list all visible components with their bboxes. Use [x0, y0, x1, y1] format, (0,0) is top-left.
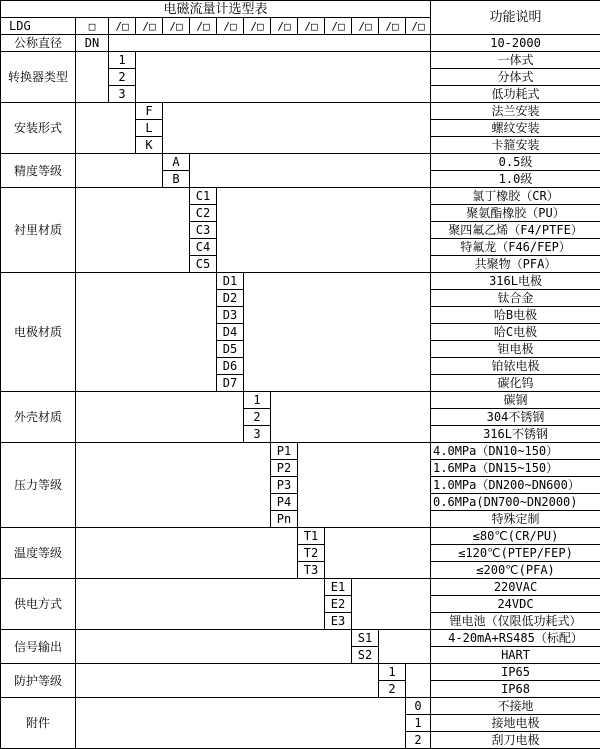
option-desc: IP68	[431, 681, 600, 698]
option-desc: 碳钢	[431, 392, 600, 409]
row-label-6: 压力等级	[1, 443, 76, 528]
option-desc: ≤200℃(PFA)	[431, 562, 600, 579]
section-row	[1, 154, 600, 171]
option-desc: 法兰安装	[431, 103, 600, 120]
row-label-5: 外壳材质	[1, 392, 76, 443]
option-desc: 钽电极	[431, 341, 600, 358]
option-code: 3	[109, 86, 136, 103]
option-code: C1	[190, 188, 217, 205]
option-code: T3	[298, 562, 325, 579]
spacer-cell	[76, 528, 298, 579]
option-code: 0	[406, 698, 431, 715]
title-row	[1, 1, 600, 18]
option-desc: 特氟龙（F46/FEP）	[431, 239, 600, 256]
row-label-10: 防护等级	[1, 664, 76, 698]
section-row	[1, 630, 600, 647]
model-slot-box: /□	[190, 18, 217, 35]
option-desc: 低功耗式	[431, 86, 600, 103]
option-code: 1	[379, 664, 406, 681]
option-desc: ≤120℃(PTEP/FEP)	[431, 545, 600, 562]
spacer-cell	[76, 103, 136, 154]
option-desc: 特殊定制	[431, 511, 600, 528]
section-row	[1, 443, 600, 460]
page-title: 电磁流量计选型表	[1, 1, 431, 18]
model-slot-box: /□	[298, 18, 325, 35]
option-code: Pn	[271, 511, 298, 528]
model-slot-box: /□	[109, 18, 136, 35]
row-label-1: 安装形式	[1, 103, 76, 154]
option-code: 1	[244, 392, 271, 409]
spacer-cell	[109, 35, 431, 52]
row-label-4: 电极材质	[1, 273, 76, 392]
spacer-cell	[76, 392, 244, 443]
option-desc: 304不锈钢	[431, 409, 600, 426]
option-code: P1	[271, 443, 298, 460]
row-label-8: 供电方式	[1, 579, 76, 630]
spacer-cell	[271, 392, 431, 443]
diameter-code: DN	[76, 35, 109, 52]
model-slot-box: /□	[325, 18, 352, 35]
model-slot-box: /□	[163, 18, 190, 35]
option-code: C4	[190, 239, 217, 256]
option-code: S1	[352, 630, 379, 647]
option-code: 1	[406, 715, 431, 732]
option-code: C2	[190, 205, 217, 222]
model-slot-box: /□	[352, 18, 379, 35]
option-desc: 接地电极	[431, 715, 600, 732]
option-desc: ≤80℃(CR/PU)	[431, 528, 600, 545]
option-code: 3	[244, 426, 271, 443]
model-slot-box: /□	[379, 18, 406, 35]
option-desc: 铂铱电极	[431, 358, 600, 375]
section-row	[1, 392, 600, 409]
row-label-diameter: 公称直径	[1, 35, 76, 52]
option-code: D3	[217, 307, 244, 324]
option-desc: 一体式	[431, 52, 600, 69]
row-label-9: 信号输出	[1, 630, 76, 664]
option-desc: 刮刀电极	[431, 732, 600, 749]
option-code: E1	[325, 579, 352, 596]
option-code: P4	[271, 494, 298, 511]
option-code: F	[136, 103, 163, 120]
option-desc: 24VDC	[431, 596, 600, 613]
spacer-cell	[379, 630, 431, 664]
option-code: D4	[217, 324, 244, 341]
model-slot-box: /□	[244, 18, 271, 35]
option-code: K	[136, 137, 163, 154]
model-slot-box: /□	[217, 18, 244, 35]
option-code: A	[163, 154, 190, 171]
option-desc: 聚氨酯橡胶（PU）	[431, 205, 600, 222]
option-desc: 哈B电极	[431, 307, 600, 324]
spacer-cell	[244, 273, 431, 392]
option-desc: 卡箍安装	[431, 137, 600, 154]
spacer-cell	[76, 443, 271, 528]
section-row	[1, 698, 600, 715]
spacer-cell	[76, 273, 217, 392]
row-label-2: 精度等级	[1, 154, 76, 188]
option-desc: 0.5级	[431, 154, 600, 171]
diameter-row	[1, 35, 600, 52]
spacer-cell	[76, 630, 352, 664]
option-code: D2	[217, 290, 244, 307]
spacer-cell	[217, 188, 431, 273]
option-desc: 钛合金	[431, 290, 600, 307]
option-code: 2	[109, 69, 136, 86]
row-label-0: 转换器类型	[1, 52, 76, 103]
section-row	[1, 52, 600, 69]
model-prefix: LDG	[1, 18, 76, 35]
option-code: 1	[109, 52, 136, 69]
option-desc: 4.0MPa（DN10~150）	[431, 443, 600, 460]
section-row	[1, 579, 600, 596]
option-desc: 1.6MPa（DN15~150）	[431, 460, 600, 477]
spacer-cell	[76, 698, 406, 749]
option-code: E2	[325, 596, 352, 613]
option-code: E3	[325, 613, 352, 630]
option-desc: 316L不锈钢	[431, 426, 600, 443]
section-row	[1, 273, 600, 290]
option-code: T1	[298, 528, 325, 545]
option-code: 2	[244, 409, 271, 426]
option-desc: 220VAC	[431, 579, 600, 596]
option-code: C5	[190, 256, 217, 273]
option-desc: 不接地	[431, 698, 600, 715]
option-desc: 螺纹安装	[431, 120, 600, 137]
option-desc: HART	[431, 647, 600, 664]
spacer-cell	[76, 188, 190, 273]
option-code: P2	[271, 460, 298, 477]
option-code: L	[136, 120, 163, 137]
model-slot-box: /□	[136, 18, 163, 35]
spacer-cell	[76, 52, 109, 103]
option-desc: 氯丁橡胶（CR）	[431, 188, 600, 205]
option-code: D6	[217, 358, 244, 375]
diameter-desc: 10-2000	[431, 35, 600, 52]
option-code: D7	[217, 375, 244, 392]
model-first-box: □	[76, 18, 109, 35]
option-desc: 聚四氟乙烯（F4/PTFE）	[431, 222, 600, 239]
row-label-3: 衬里材质	[1, 188, 76, 273]
option-code: 2	[379, 681, 406, 698]
option-desc: 分体式	[431, 69, 600, 86]
option-desc: 锂电池（仅限低功耗式）	[431, 613, 600, 630]
option-code: C3	[190, 222, 217, 239]
spacer-cell	[298, 443, 431, 528]
spacer-cell	[190, 154, 431, 188]
spacer-cell	[76, 154, 163, 188]
spacer-cell	[352, 579, 431, 630]
spacer-cell	[406, 664, 431, 698]
option-desc: 1.0级	[431, 171, 600, 188]
option-desc: IP65	[431, 664, 600, 681]
option-desc: 0.6MPa(DN700~DN2000)	[431, 494, 600, 511]
row-label-7: 温度等级	[1, 528, 76, 579]
option-desc: 碳化钨	[431, 375, 600, 392]
spacer-cell	[76, 664, 379, 698]
spacer-cell	[163, 103, 431, 154]
option-code: 2	[406, 732, 431, 749]
option-code: D5	[217, 341, 244, 358]
option-code: D1	[217, 273, 244, 290]
option-desc: 316L电极	[431, 273, 600, 290]
option-desc: 共聚物（PFA）	[431, 256, 600, 273]
option-code: P3	[271, 477, 298, 494]
section-row	[1, 103, 600, 120]
option-code: B	[163, 171, 190, 188]
section-row	[1, 528, 600, 545]
spacer-cell	[76, 579, 325, 630]
option-desc: 1.0MPa（DN200~DN600）	[431, 477, 600, 494]
option-desc: 4-20mA+RS485（标配）	[431, 630, 600, 647]
model-slot-box: /□	[271, 18, 298, 35]
section-row	[1, 188, 600, 205]
row-label-11: 附件	[1, 698, 76, 749]
desc-column-header: 功能说明	[431, 1, 600, 35]
option-code: T2	[298, 545, 325, 562]
model-slot-box: /□	[406, 18, 431, 35]
spacer-cell	[136, 52, 431, 103]
option-code: S2	[352, 647, 379, 664]
section-row	[1, 664, 600, 681]
spacer-cell	[325, 528, 431, 579]
option-desc: 哈C电极	[431, 324, 600, 341]
